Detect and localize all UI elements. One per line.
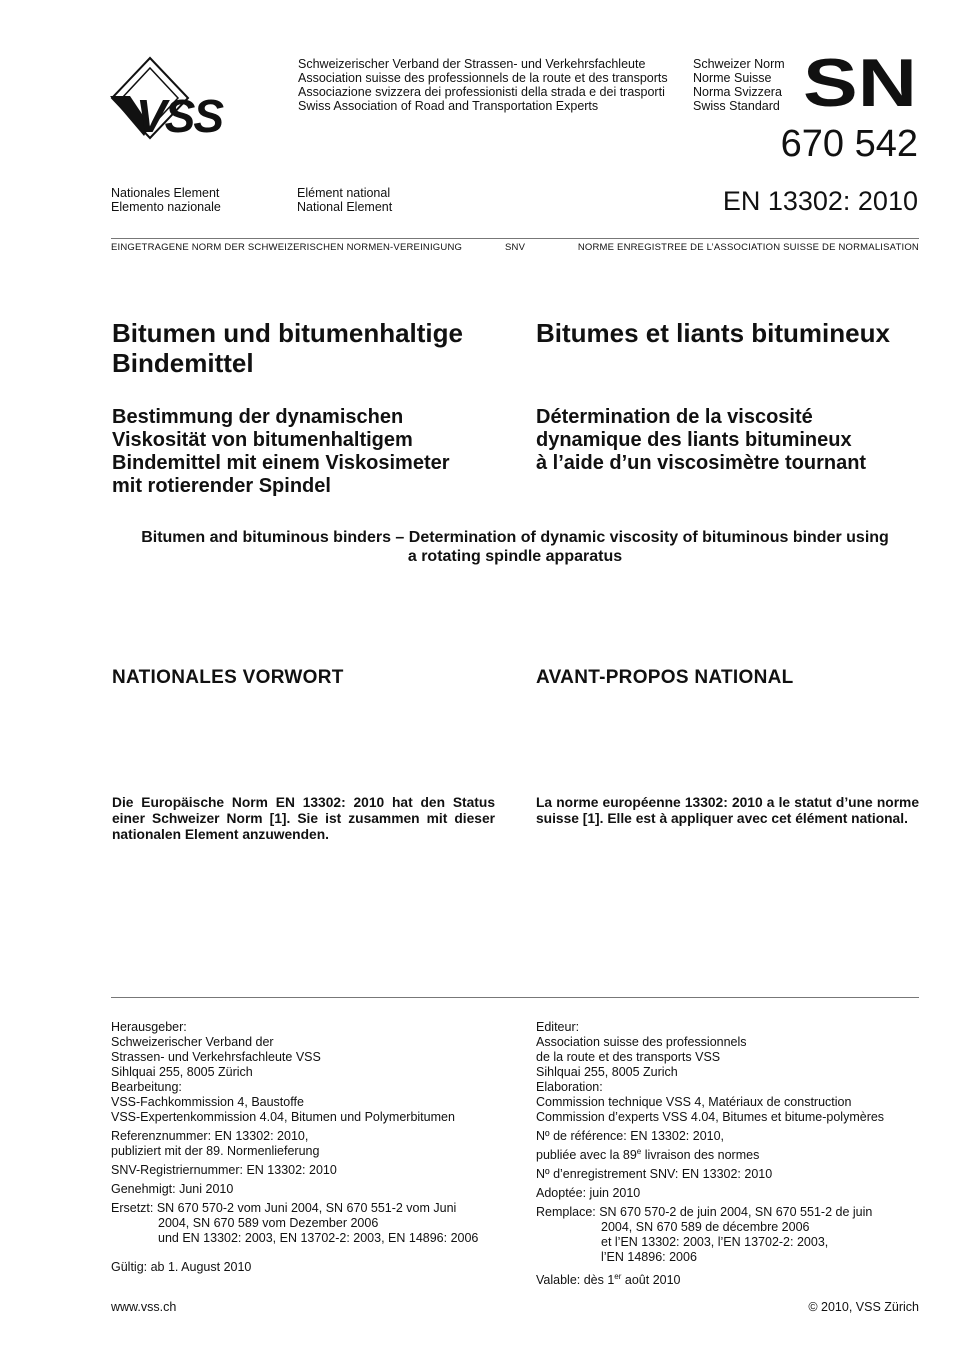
reference-delivery-de: publiziert mit der 89. Normenlieferung xyxy=(111,1144,320,1158)
subtitle-fr-line3: à l’aide d’un viscosimètre tournant xyxy=(536,452,867,474)
replaces-line: Ersetzt: SN 670 570-2 vom Juni 2004, SN 670 551-2 vom Juni xyxy=(111,1201,457,1215)
national-element-label-fr-en xyxy=(297,186,392,214)
norm-label-en: Swiss Standard xyxy=(693,99,780,113)
publisher-label-fr: Editeur: xyxy=(536,1020,580,1034)
footer-fr xyxy=(536,1020,884,1288)
editing-line: Commission d’experts VSS 4.04, Bitumes et bitume-polymères xyxy=(536,1110,885,1124)
replaces-line: 2004, SN 670 589 de décembre 2006 xyxy=(601,1220,810,1235)
norm-label-de: Schweizer Norm xyxy=(693,57,785,71)
replaces-line: 2004, SN 670 589 vom Dezember 2006 xyxy=(158,1216,379,1230)
footer-divider xyxy=(111,997,919,998)
registry-mid: SNV xyxy=(505,242,526,253)
norm-type-labels xyxy=(693,57,785,113)
replaces-line: und EN 13302: 2003, EN 13702-2: 2003, EN 14896: 2006 xyxy=(158,1231,479,1245)
organization-names xyxy=(298,57,668,113)
title-en xyxy=(111,528,919,566)
publisher-line: Schweizerischer Verband der xyxy=(111,1035,274,1049)
header-divider xyxy=(111,238,919,239)
norm-label-fr: Norme Suisse xyxy=(693,71,772,85)
title-en-line1: Bitumen and bituminous binders – Determination of dynamic viscosity of bituminous binder using xyxy=(141,529,889,546)
editing-label-fr: Elaboration: xyxy=(536,1080,603,1094)
publisher-address: Sihlquai 255, 8005 Zurich xyxy=(536,1065,678,1079)
subtitle-de-line1: Bestimmung der dynamischen xyxy=(112,406,404,428)
subtitle-de-line2: Viskosität von bitumenhaltigem xyxy=(112,429,413,451)
ordinal-suffix: er xyxy=(614,1272,622,1282)
org-line-it: Associazione svizzera dei professionisti della strada e dei trasporti xyxy=(298,85,665,99)
approved-date-fr: Adoptée: juin 2010 xyxy=(536,1186,641,1201)
subtitle-fr-line1: Détermination de la viscosité xyxy=(536,406,813,428)
reference-number-de: Referenznummer: EN 13302: 2010, xyxy=(111,1129,309,1143)
reference-delivery-text: livraison des normes xyxy=(641,1148,760,1163)
editing-line: VSS-Expertenkommission 4.04, Bitumen und Polymerbitumen xyxy=(111,1110,455,1124)
label-nationales-element: Nationales Element xyxy=(111,186,220,200)
replaces-line: et l’EN 13302: 2003, l’EN 13702-2: 2003, xyxy=(601,1235,829,1250)
title-de-line2: Bindemittel xyxy=(112,348,254,378)
en-standard-number: EN 13302: 2010 xyxy=(722,186,918,216)
publisher-line: de la route et des transports VSS xyxy=(536,1050,721,1064)
subtitle-fr xyxy=(536,406,866,475)
publisher-line: Strassen- und Verkehrsfachleute VSS xyxy=(111,1050,321,1064)
foreword-text-de: Die Europäische Norm EN 13302: 2010 hat den Status einer Schweizer Norm [1]. Sie ist zusammen mit dieser nationalen Element anzuwenden. xyxy=(112,795,495,842)
editing-line: Commission technique VSS 4, Matériaux de construction xyxy=(536,1095,852,1109)
valid-from-de: Gültig: ab 1. August 2010 xyxy=(111,1260,252,1274)
standard-number: 670 542 xyxy=(780,123,918,165)
publisher-line: Association suisse des professionnels xyxy=(536,1035,747,1049)
editing-line: VSS-Fachkommission 4, Baustoffe xyxy=(111,1095,304,1109)
reference-delivery-fr xyxy=(536,1144,884,1163)
subtitle-fr-line2: dynamique des liants bitumineux xyxy=(536,429,852,451)
reference-number-fr: Nº de référence: EN 13302: 2010, xyxy=(536,1129,725,1143)
title-fr: Bitumes et liants bitumineux xyxy=(536,318,890,348)
foreword-heading-de: NATIONALES VORWORT xyxy=(112,667,344,688)
foreword-text-fr: La norme européenne 13302: 2010 a le statut d’une norme suisse [1]. Elle est à appliquer avec cet élément national. xyxy=(536,795,919,826)
org-line-en: Swiss Association of Road and Transportation Experts xyxy=(298,99,599,113)
subtitle-de xyxy=(112,406,450,498)
norm-label-it: Norma Svizzera xyxy=(693,85,782,99)
svg-text:SN: SN xyxy=(803,57,917,109)
label-national-element: National Element xyxy=(297,200,393,214)
label-element-national: Elément national xyxy=(297,186,391,200)
publisher-address: Sihlquai 255, 8005 Zürich xyxy=(111,1065,253,1079)
valid-from-fr xyxy=(536,1269,884,1288)
valid-text: Valable: dès 1 xyxy=(536,1273,615,1288)
website-link[interactable]: www.vss.ch xyxy=(111,1300,177,1314)
publisher-label-de: Herausgeber: xyxy=(111,1020,187,1034)
org-line-fr: Association suisse des professionnels de la route et des transports xyxy=(298,71,668,85)
title-de xyxy=(112,318,463,378)
title-de-line1: Bitumen und bitumenhaltige xyxy=(112,318,463,348)
sn-mark xyxy=(803,57,919,109)
approved-date-de: Genehmigt: Juni 2010 xyxy=(111,1182,234,1196)
registration-number-fr: Nº d’enregistrement SNV: EN 13302: 2010 xyxy=(536,1167,773,1182)
label-elemento-nazionale: Elemento nazionale xyxy=(111,200,221,214)
valid-text: août 2010 xyxy=(621,1273,681,1288)
reference-delivery-text: publiée avec la 89 xyxy=(536,1148,637,1163)
editing-label-de: Bearbeitung: xyxy=(111,1080,182,1094)
registration-number-de: SNV-Registriernummer: EN 13302: 2010 xyxy=(111,1163,337,1177)
subtitle-de-line4: mit rotierender Spindel xyxy=(112,475,331,497)
title-en-line2: a rotating spindle apparatus xyxy=(407,548,623,565)
org-line-de: Schweizerischer Verband der Strassen- und Verkehrsfachleute xyxy=(298,57,646,71)
replaces-line: Remplace: SN 670 570-2 de juin 2004, SN 670 551-2 de juin xyxy=(536,1205,873,1220)
registry-left: EINGETRAGENE NORM DER SCHWEIZERISCHEN NORMEN-VEREINIGUNG xyxy=(111,242,463,253)
foreword-heading-fr: AVANT-PROPOS NATIONAL xyxy=(536,667,794,688)
copyright: © 2010, VSS Zürich xyxy=(808,1300,919,1314)
footer-de xyxy=(111,1020,478,1275)
vss-logo xyxy=(108,56,294,140)
svg-text:VSS: VSS xyxy=(136,90,223,140)
registry-right: NORME ENREGISTREE DE L’ASSOCIATION SUISSE DE NORMALISATION xyxy=(577,242,919,253)
replaces-line: l’EN 14896: 2006 xyxy=(601,1250,697,1265)
national-element-label-de-it xyxy=(111,186,221,214)
ordinal-suffix: e xyxy=(636,1147,642,1156)
subtitle-de-line3: Bindemittel mit einem Viskosimeter xyxy=(112,452,450,474)
